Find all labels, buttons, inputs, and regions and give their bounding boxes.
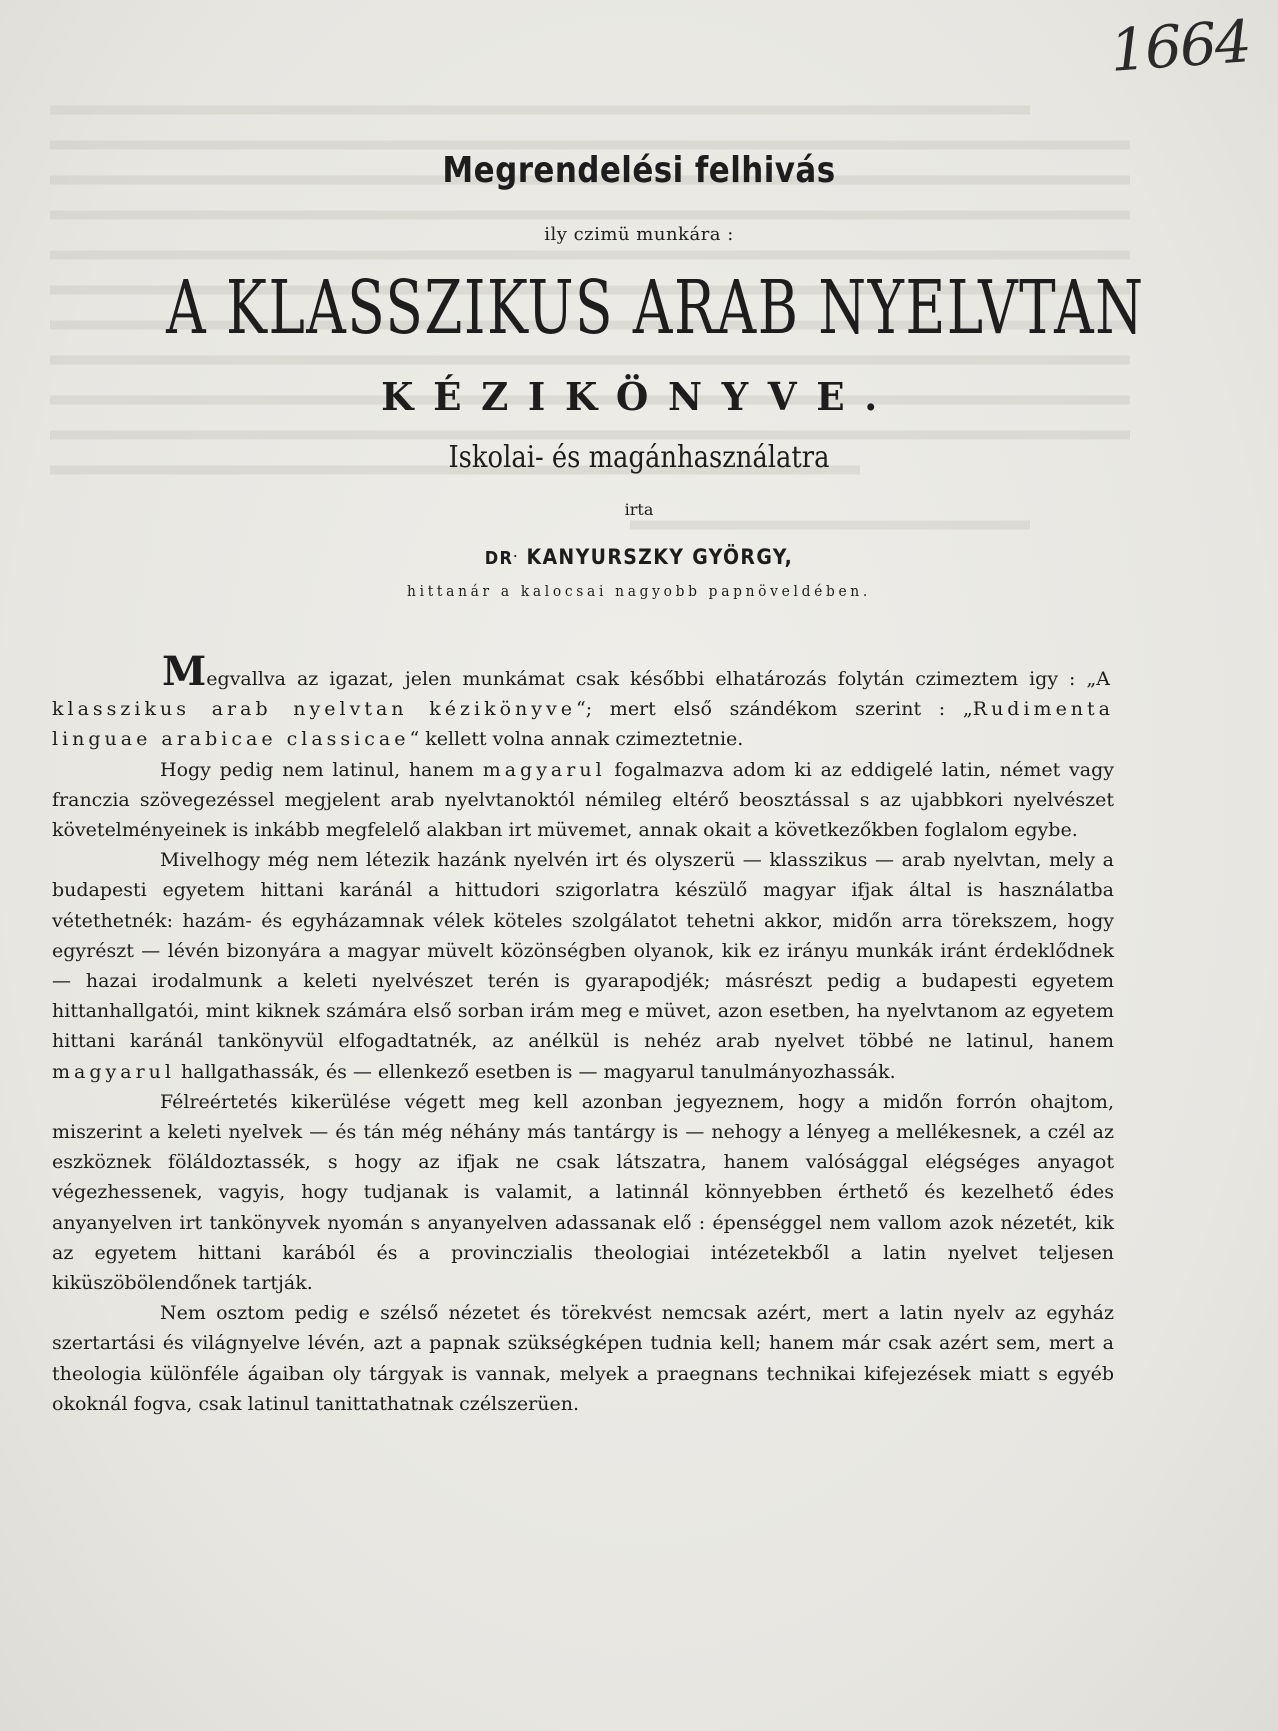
paragraph-5: Nem osztom pedig e szélső nézetet és törekvést nemcsak azért, mert a latin nyelv az egyház szertartási és világnyelve lévén, azt a papnak szükségképen tudnia kell; hanem már csak azért sem, mert a theologia különféle ágaiban oly tárgyak is vannak, melyek a praegnans technikai kifejezések miatt s egyéb okoknál fogva, csak latinul tanittathatnak czélszerüen.: [52, 1302, 1114, 1415]
book-title-line2: KÉZIKÖNYVE.: [381, 374, 897, 419]
manuscript-number: 1664: [1108, 7, 1253, 85]
author-role: hittanár a kalocsai nagyobb papnöveldében.: [407, 582, 871, 600]
author-name: KANYURSZKY GYÖRGY,: [526, 545, 794, 569]
work-subtitle: ily czimü munkára :: [544, 224, 734, 245]
latin-title-inline: Rudimenta linguae arabicae classicae: [52, 698, 1115, 751]
paragraph-4: Félreértetés kikerülése végett meg kell azonban jegyeznem, hogy a midőn forrón ohajtom, miszerint a keleti nyelvek — és tán még néhány más tantárgy is — nehogy a lényeg a mellékesnek, a czél az eszköznek föláldoztassék, s hogy az ifjak ne csak látszatra, hanem valósággal elégséges anyagot végezhessenek, vagyis, hogy tudjanak is valamit, a latinnál könnyebben érthető és kezelhető édes anyanyelven irt tankönyvek nyomán s anyanyelven adassanak elő : épenséggel nem vallom azok nézetét, kik az egyetem hittani karából és a provinczialis theologiai intézetekből a latin nyelvet teljesen kiküszöbölendőnek tartják.: [52, 1090, 1114, 1295]
announcement-heading: Megrendelési felhivás: [442, 150, 836, 191]
author-prefix: DR.: [484, 547, 519, 569]
paragraph-3: Mivelhogy még nem létezik hazánk nyelvén irt és olyszerü — klasszikus — arab nyelvtan, mely a budapesti egyetem hittani karánál a hittudori szigorlatra készülő magyar ifjak által is használatba vétethetnék: hazám- és egyházamnak vélek köteles szolgálatot tehetni akkor, midőn arra törekszem, hogy egyrészt — lévén bizonyára a magyar müvelt közönségben olyanok, kik ez irányu munkák iránt érdeklődnek — hazai irodalmunk a keleti nyelvészet terén is gyarapodjék; másrészt pedig a budapesti egyetem hittanhallgatói, mint kiknek számára első sorban irám meg e müvet, azon esetben, ha nyelvtanom az egyetem hittani karánál tankönyvül elfogadtatnék, az anélkül is nehéz arab nyelvet többé ne latinul, hanem magyarul hallgathassák, és — ellenkező esetben is — magyarul tanulmányozhassák.: [52, 849, 1114, 1083]
paragraph-1: Megvallva az igazat, jelen munkámat csak későbbi elhatározás folytán czimeztem igy : „A klasszikus arab nyelvtan kézikönyve“; mert első szándékom szerint : „Rudimenta linguae arabicae classicae“ kellett volna annak czimeztetnie.: [52, 648, 1115, 751]
book-title: A KLASSZIKUS ARAB NYELVTAN: [166, 265, 1145, 351]
book-title-inline: A klasszikus arab nyelvtan kézikönyve: [52, 668, 1114, 721]
author-line: [64, 545, 1214, 569]
drop-cap: M: [162, 648, 207, 695]
paragraph-2: Hogy pedig nem latinul, hanem magyarul fogalmazva adom ki az eddigelé latin, német vagy franczia szövegezéssel megjelent arab nyelvtanoktól némileg eltérő beosztással s az ujabbkori nyelvészet követelményeinek is inkább megfelelő alakban irt müvemet, annak okait a következőkben foglalom egybe.: [52, 758, 1114, 842]
book-purpose: Iskolai- és magánhasználatra: [448, 440, 830, 475]
body-text: [52, 648, 1115, 1419]
written-by-label: irta: [624, 500, 654, 519]
